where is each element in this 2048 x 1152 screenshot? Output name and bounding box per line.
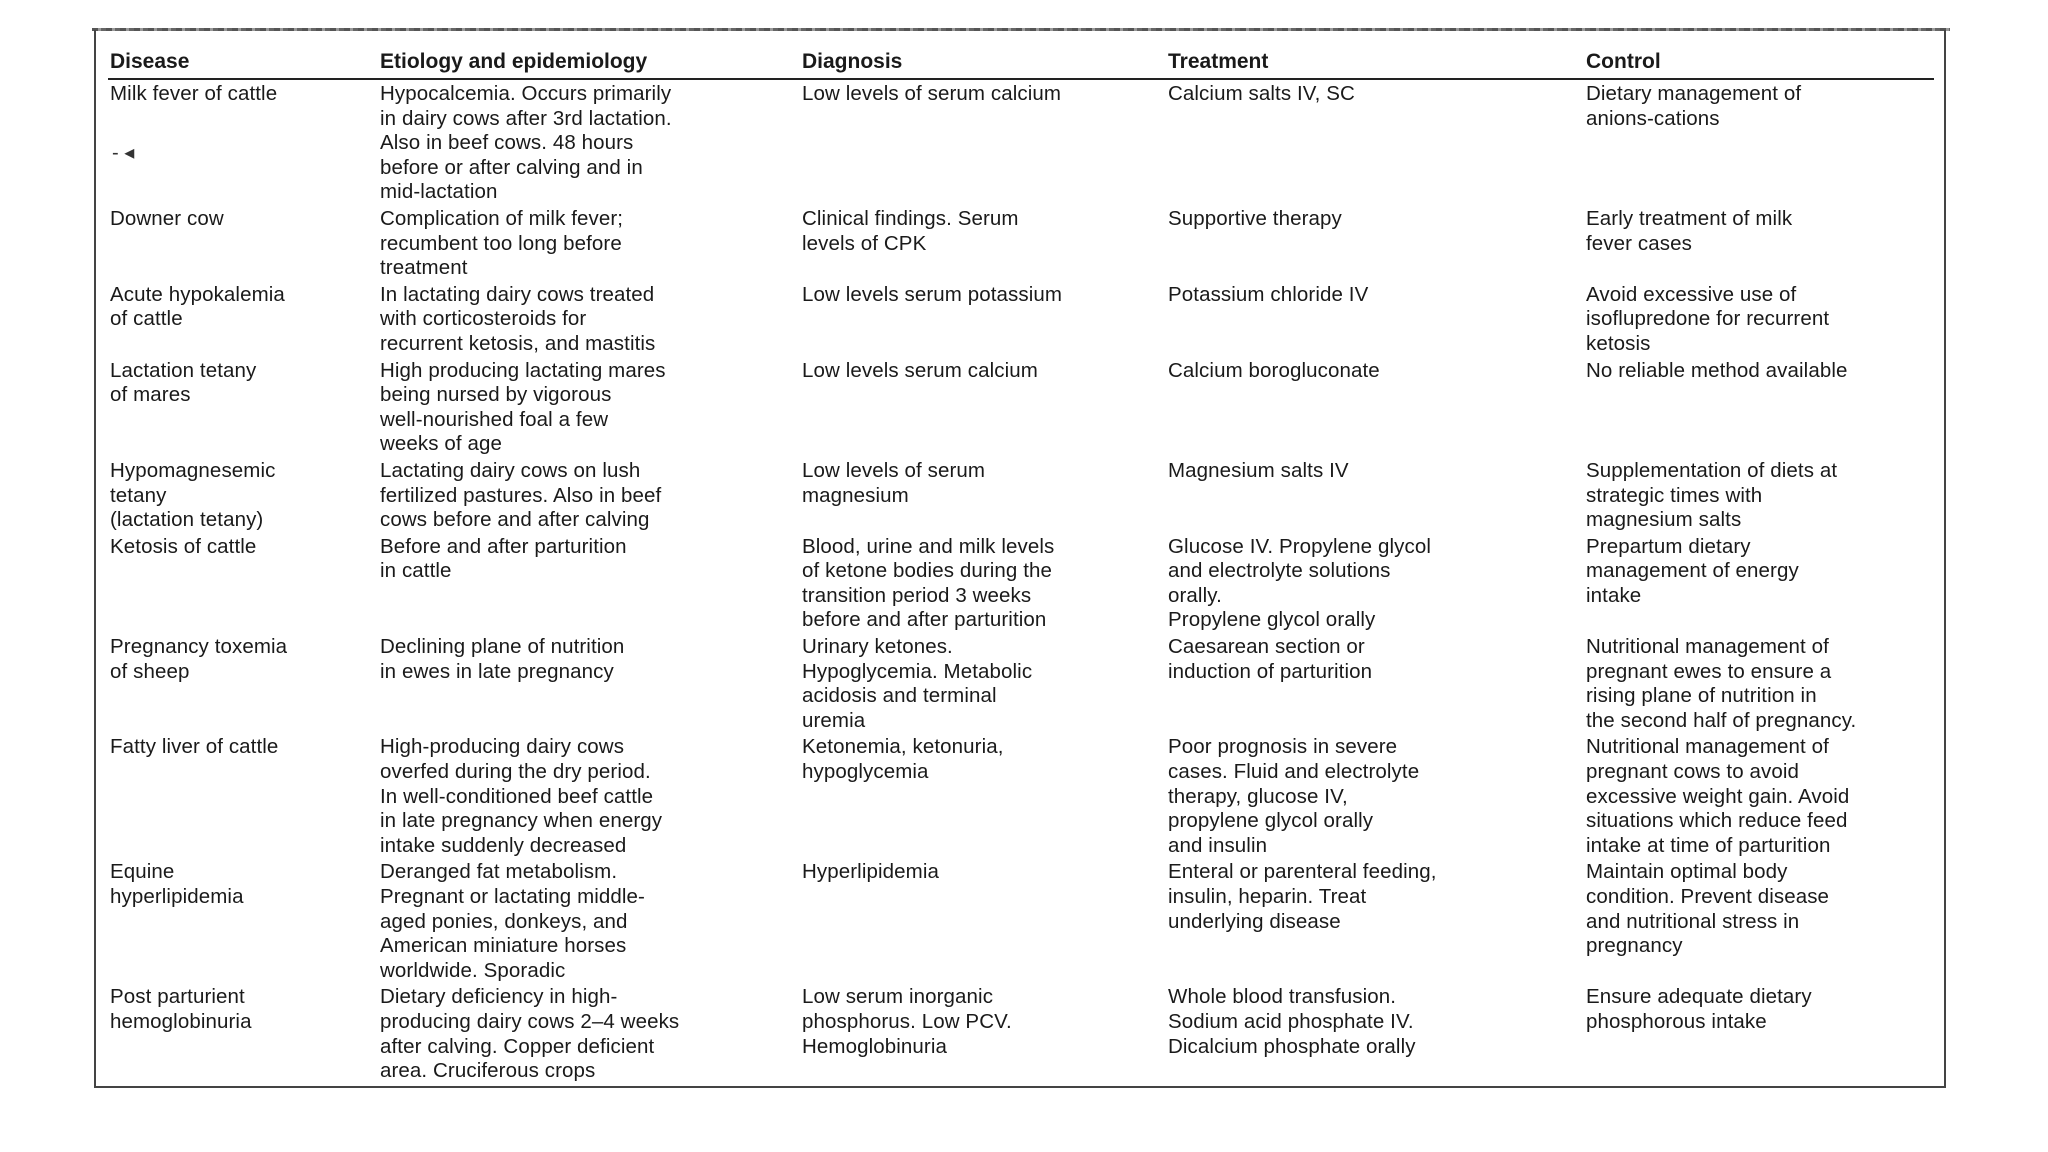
cell-line: and electrolyte solutions <box>1168 559 1391 583</box>
cell-line: High producing lactating mares <box>380 358 666 382</box>
cell-control <box>1584 205 1934 281</box>
cell-line: Post parturient <box>110 985 245 1009</box>
cell-line: Hypoglycemia. Metabolic <box>802 659 1033 683</box>
cell-line: being nursed by vigorous <box>380 383 612 407</box>
cell-line: propylene glycol orally <box>1168 809 1374 833</box>
cell-line: (lactation tetany) <box>110 508 264 532</box>
cell-line: the second half of pregnancy. <box>1586 708 1857 732</box>
cell-line: Ketonemia, ketonuria, <box>802 735 1004 759</box>
cell-etiology <box>378 733 800 858</box>
stray-mark: - ◂ <box>112 142 135 164</box>
cell-line: Low serum inorganic <box>802 985 994 1009</box>
cell-line: induction of parturition <box>1168 659 1373 683</box>
cell-line: overfed during the dry period. <box>380 760 651 784</box>
cell-line: fever cases <box>1586 231 1692 255</box>
cell-line: acidosis and terminal <box>802 684 997 708</box>
header-control: Control <box>1584 42 1934 79</box>
cell-diagnosis <box>800 633 1166 733</box>
table-row <box>108 205 1934 281</box>
cell-line: area. Cruciferous crops <box>380 1059 596 1083</box>
cell-line: intake suddenly decreased <box>380 833 627 857</box>
cell-etiology <box>378 983 800 1083</box>
table-row <box>108 533 1934 633</box>
header-row <box>108 42 1934 79</box>
cell-control <box>1584 733 1934 858</box>
cell-line: Whole blood transfusion. <box>1168 985 1397 1009</box>
cell-treatment <box>1166 281 1584 357</box>
cell-line: Low levels of serum calcium <box>802 82 1062 105</box>
cell-treatment <box>1166 983 1584 1083</box>
cell-etiology <box>378 858 800 983</box>
cell-diagnosis <box>800 457 1166 533</box>
cell-line: Enteral or parenteral feeding, <box>1168 860 1437 884</box>
cell-control <box>1584 281 1934 357</box>
cell-diagnosis <box>800 533 1166 633</box>
cell-diagnosis <box>800 983 1166 1083</box>
cell-line: recumbent too long before <box>380 231 622 255</box>
cell-line: Clinical findings. Serum <box>802 206 1019 230</box>
cell-line: weeks of age <box>380 432 502 456</box>
cell-line: strategic times with <box>1586 483 1763 507</box>
cell-treatment <box>1166 733 1584 858</box>
cell-line: rising plane of nutrition in <box>1586 684 1817 708</box>
cell-etiology <box>378 281 800 357</box>
cell-line: uremia <box>802 708 866 732</box>
cell-line: hypoglycemia <box>802 760 929 784</box>
cell-line: Hyperlipidemia <box>802 860 939 884</box>
cell-line: therapy, glucose IV, <box>1168 784 1348 808</box>
cell-etiology <box>378 205 800 281</box>
cell-line: and insulin <box>1168 833 1268 857</box>
cell-line: High-producing dairy cows <box>380 735 625 759</box>
cell-line: management of energy <box>1586 559 1799 583</box>
cell-diagnosis <box>800 733 1166 858</box>
cell-disease <box>108 357 378 457</box>
cell-line: Glucose IV. Propylene glycol <box>1168 534 1431 558</box>
cell-line: before or after calving and in <box>380 155 643 179</box>
cell-etiology <box>378 79 800 205</box>
cell-line: Pregnancy toxemia <box>110 635 288 659</box>
header-etiology: Etiology and epidemiology <box>378 42 800 79</box>
cell-line: hemoglobinuria <box>110 1009 252 1033</box>
cell-line: phosphorous intake <box>1586 1009 1767 1033</box>
cell-line: Acute hypokalemia <box>110 282 285 306</box>
cell-line: fertilized pastures. Also in beef <box>380 483 662 507</box>
cell-line: and nutritional stress in <box>1586 909 1800 933</box>
cell-control <box>1584 457 1934 533</box>
cell-line: Calcium borogluconate <box>1168 358 1380 382</box>
cell-line: Also in beef cows. 48 hours <box>380 131 634 155</box>
cell-line: Nutritional management of <box>1586 735 1829 759</box>
cell-line: In lactating dairy cows treated <box>380 282 655 306</box>
cell-line: levels of CPK <box>802 231 927 255</box>
header-disease: Disease <box>108 42 378 79</box>
cell-line: with corticosteroids for <box>380 307 587 331</box>
cell-line: after calving. Copper deficient <box>380 1034 655 1058</box>
table-row <box>108 357 1934 457</box>
cell-line: pregnancy <box>1586 934 1683 958</box>
table-row <box>108 281 1934 357</box>
cell-line: tetany <box>110 483 167 507</box>
cell-diagnosis <box>800 858 1166 983</box>
cell-line: Equine <box>110 860 175 884</box>
cell-line: Supportive therapy <box>1168 206 1342 230</box>
cell-treatment <box>1166 205 1584 281</box>
cell-line: Low levels of serum <box>802 458 986 482</box>
cell-line: Hemoglobinuria <box>802 1034 947 1058</box>
cell-line: magnesium <box>802 483 909 507</box>
cell-line: Hypomagnesemic <box>110 458 276 482</box>
cell-treatment <box>1166 357 1584 457</box>
cell-line: Before and after parturition <box>380 534 627 558</box>
cell-line: Complication of milk fever; <box>380 206 624 230</box>
cell-line: well-nourished foal a few <box>380 407 609 431</box>
cell-line: Supplementation of diets at <box>1586 458 1838 482</box>
cell-line: anions-cations <box>1586 106 1720 130</box>
header-treatment: Treatment <box>1166 42 1584 79</box>
cell-disease <box>108 533 378 633</box>
table-row <box>108 79 1934 205</box>
cell-line: in ewes in late pregnancy <box>380 659 614 683</box>
cell-line: cows before and after calving <box>380 508 650 532</box>
cell-line: magnesium salts <box>1586 508 1742 532</box>
cell-line: Magnesium salts IV <box>1168 458 1349 482</box>
cell-line: pregnant ewes to ensure a <box>1586 659 1832 683</box>
cell-line: Fatty liver of cattle <box>110 735 279 759</box>
cell-line: cases. Fluid and electrolyte <box>1168 760 1420 784</box>
cell-line: of mares <box>110 383 191 407</box>
cell-line: producing dairy cows 2–4 weeks <box>380 1009 680 1033</box>
cell-line: Early treatment of milk <box>1586 206 1793 230</box>
cell-line: Lactating dairy cows on lush <box>380 458 641 482</box>
cell-line: recurrent ketosis, and mastitis <box>380 331 656 355</box>
cell-line: Hypocalcemia. Occurs primarily <box>380 82 672 105</box>
cell-line: Blood, urine and milk levels <box>802 534 1055 558</box>
table-row <box>108 983 1934 1083</box>
cell-control <box>1584 633 1934 733</box>
cell-line: mid-lactation <box>380 180 498 204</box>
cell-disease <box>108 281 378 357</box>
cell-line: insulin, heparin. Treat <box>1168 885 1367 908</box>
cell-line: isoflupredone for recurrent <box>1586 307 1830 331</box>
cell-disease <box>108 205 378 281</box>
cell-line: American miniature horses <box>380 934 627 958</box>
cell-line: treatment <box>380 256 468 280</box>
cell-line: Declining plane of nutrition <box>380 635 625 659</box>
table-row <box>108 733 1934 858</box>
cell-line: No reliable method available <box>1586 358 1848 382</box>
cell-line: Deranged fat metabolism. <box>380 860 618 884</box>
cell-line: Downer cow <box>110 206 224 230</box>
cell-disease <box>108 858 378 983</box>
cell-line: in cattle <box>380 559 452 583</box>
cell-line: of sheep <box>110 659 190 683</box>
cell-line: aged ponies, donkeys, and <box>380 909 628 933</box>
cell-line: Urinary ketones. <box>802 635 953 659</box>
cell-etiology <box>378 457 800 533</box>
cell-treatment <box>1166 79 1584 205</box>
cell-line: Lactation tetany <box>110 358 257 382</box>
cell-line: of cattle <box>110 307 183 331</box>
cell-line: Calcium salts IV, SC <box>1168 82 1355 105</box>
cell-disease <box>108 983 378 1083</box>
cell-line: worldwide. Sporadic <box>380 958 566 982</box>
cell-control <box>1584 357 1934 457</box>
cell-line: Milk fever of cattle <box>110 82 278 105</box>
cell-line: Nutritional management of <box>1586 635 1829 659</box>
cell-disease <box>108 457 378 533</box>
cell-disease <box>108 79 378 205</box>
cell-diagnosis <box>800 79 1166 205</box>
cell-line: ketosis <box>1586 331 1651 355</box>
header-diagnosis: Diagnosis <box>800 42 1166 79</box>
cell-line: phosphorus. Low PCV. <box>802 1009 1012 1033</box>
cell-line: orally. <box>1168 583 1222 607</box>
cell-line: Potassium chloride IV <box>1168 282 1369 306</box>
cell-disease <box>108 733 378 858</box>
cell-etiology <box>378 357 800 457</box>
table-row <box>108 858 1934 983</box>
disease-table <box>108 42 1934 1084</box>
cell-line: Propylene glycol orally <box>1168 608 1376 632</box>
cell-line: Low levels serum calcium <box>802 358 1038 382</box>
cell-line: before and after parturition <box>802 608 1047 632</box>
cell-line: intake at time of parturition <box>1586 833 1831 857</box>
cell-diagnosis <box>800 205 1166 281</box>
cell-line: in dairy cows after 3rd lactation. <box>380 106 672 130</box>
cell-control <box>1584 983 1934 1083</box>
cell-line: Ketosis of cattle <box>110 534 257 558</box>
cell-line: Pregnant or lactating middle- <box>380 885 645 908</box>
cell-control <box>1584 79 1934 205</box>
cell-line: Prepartum dietary <box>1586 534 1751 558</box>
cell-control <box>1584 858 1934 983</box>
cell-line: Poor prognosis in severe <box>1168 735 1398 759</box>
cell-line: excessive weight gain. Avoid <box>1586 784 1850 808</box>
cell-line: of ketone bodies during the <box>802 559 1053 583</box>
cell-etiology <box>378 633 800 733</box>
cell-line: Dietary deficiency in high- <box>380 985 618 1009</box>
cell-line: hyperlipidemia <box>110 885 244 908</box>
cell-line: Low levels serum potassium <box>802 282 1063 306</box>
cell-line: Maintain optimal body <box>1586 860 1788 884</box>
cell-line: Dicalcium phosphate orally <box>1168 1034 1416 1058</box>
cell-disease <box>108 633 378 733</box>
cell-line: pregnant cows to avoid <box>1586 760 1800 784</box>
cell-line: Dietary management of <box>1586 82 1802 105</box>
cell-treatment <box>1166 457 1584 533</box>
cell-line: Caesarean section or <box>1168 635 1365 659</box>
cell-line: Avoid excessive use of <box>1586 282 1797 306</box>
cell-etiology <box>378 533 800 633</box>
cell-line: transition period 3 weeks <box>802 583 1032 607</box>
cell-line: In well-conditioned beef cattle <box>380 784 654 808</box>
cell-treatment <box>1166 633 1584 733</box>
cell-line: intake <box>1586 583 1642 607</box>
cell-line: condition. Prevent disease <box>1586 885 1830 908</box>
cell-diagnosis <box>800 357 1166 457</box>
cell-diagnosis <box>800 281 1166 357</box>
cell-line: underlying disease <box>1168 909 1341 933</box>
cell-control <box>1584 533 1934 633</box>
cell-treatment <box>1166 858 1584 983</box>
table-row <box>108 633 1934 733</box>
cell-line: Ensure adequate dietary <box>1586 985 1812 1009</box>
cell-treatment <box>1166 533 1584 633</box>
cell-line: Sodium acid phosphate IV. <box>1168 1009 1414 1033</box>
table-row <box>108 457 1934 533</box>
cell-line: situations which reduce feed <box>1586 809 1848 833</box>
cell-line: in late pregnancy when energy <box>380 809 663 833</box>
